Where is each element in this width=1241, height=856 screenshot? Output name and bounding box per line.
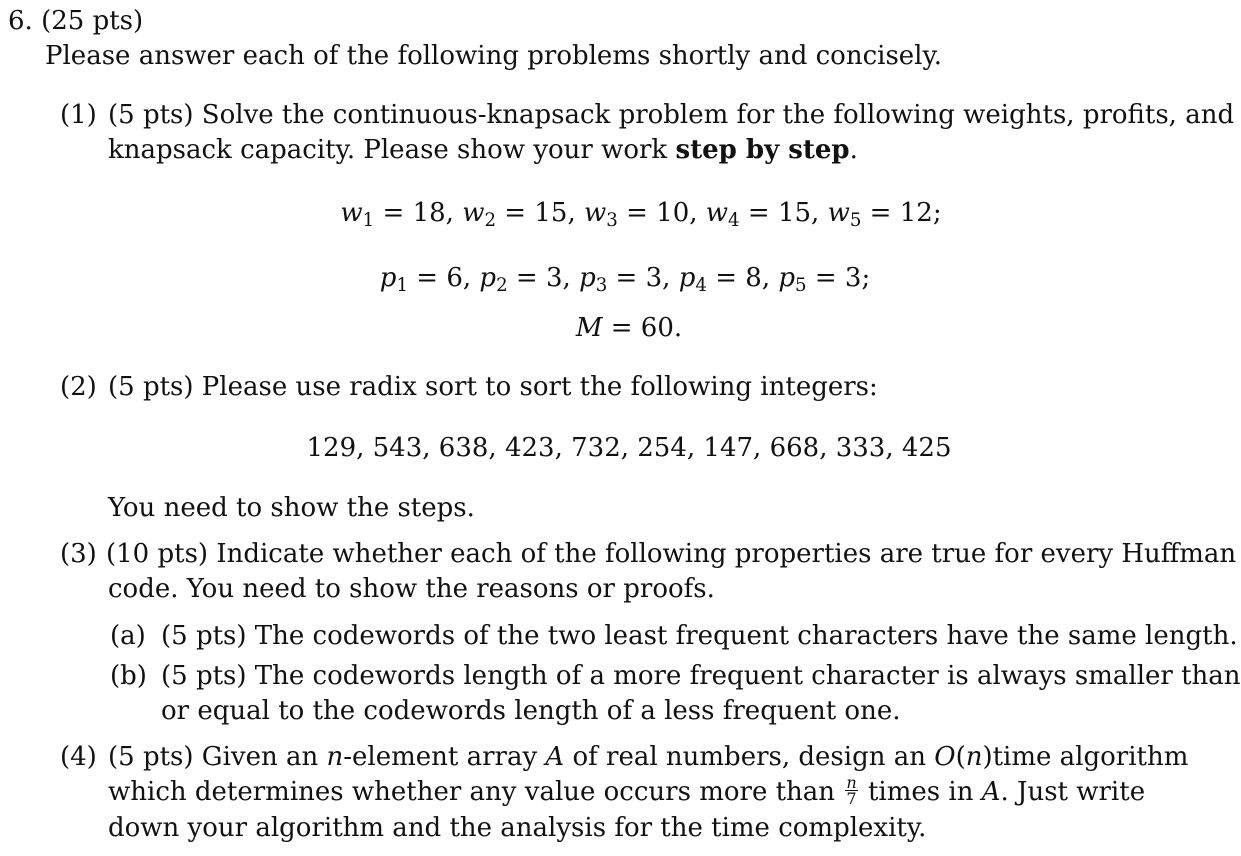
part2-note: You need to show the steps. bbox=[108, 493, 475, 523]
part3a-label: (a) bbox=[110, 621, 146, 651]
part3b-line2: or equal to the codewords length of a less frequent one. bbox=[161, 696, 901, 726]
part1-line2-text: knapsack capacity. Please show your work bbox=[108, 135, 676, 165]
fraction-n-over-7: $\frac{n}{7}$ bbox=[846, 772, 857, 809]
instruction: Please answer each of the following problems shortly and concisely. bbox=[45, 41, 942, 71]
capacity-equation: M = 60. bbox=[575, 313, 683, 343]
part1-line2 bbox=[108, 135, 858, 165]
radix-integers: 129, 543, 638, 423, 732, 254, 147, 668, 333, 425 bbox=[306, 433, 952, 463]
part3-line2: code. You need to show the reasons or proofs. bbox=[108, 574, 715, 604]
weights-equation: w1 = 18, w2 = 15, w3 = 10, w4 = 15, w5 = 12; bbox=[340, 198, 942, 231]
part4-line3: down your algorithm and the analysis for the time complexity. bbox=[108, 813, 927, 843]
part4-line1: (5 pts) Given an n-element array A of real numbers, design an O(n)time algorithm bbox=[108, 742, 1189, 772]
part3b-label: (b) bbox=[110, 661, 147, 691]
part2-text: (5 pts) Please use radix sort to sort the following integers: bbox=[108, 372, 878, 402]
part1-label: (1) bbox=[60, 100, 97, 130]
part3-line1: (10 pts) Indicate whether each of the following properties are true for every Huffman bbox=[106, 539, 1237, 569]
part4-line2: which determines whether any value occurs more than $\frac{n}{7}$ times in A. Just write bbox=[108, 772, 1146, 809]
part1-line1: (5 pts) Solve the continuous-knapsack problem for the following weights, profits, and bbox=[108, 100, 1235, 130]
part2-label: (2) bbox=[60, 372, 97, 402]
problem-number-label: 6. bbox=[8, 6, 33, 36]
part3-label: (3) bbox=[60, 539, 97, 569]
part3a-text: (5 pts) The codewords of the two least frequent characters have the same length. bbox=[161, 621, 1238, 651]
part3b-line1: (5 pts) The codewords length of a more frequent character is always smaller than bbox=[161, 661, 1241, 691]
part1-line2-bold: step by step bbox=[675, 135, 850, 165]
problem-number bbox=[8, 6, 143, 36]
problem-points: (25 pts) bbox=[41, 6, 144, 36]
profits-equation: p1 = 6, p2 = 3, p3 = 3, p4 = 8, p5 = 3; bbox=[379, 263, 871, 296]
part4-label: (4) bbox=[60, 742, 97, 772]
part1-line2-end: . bbox=[849, 135, 858, 165]
